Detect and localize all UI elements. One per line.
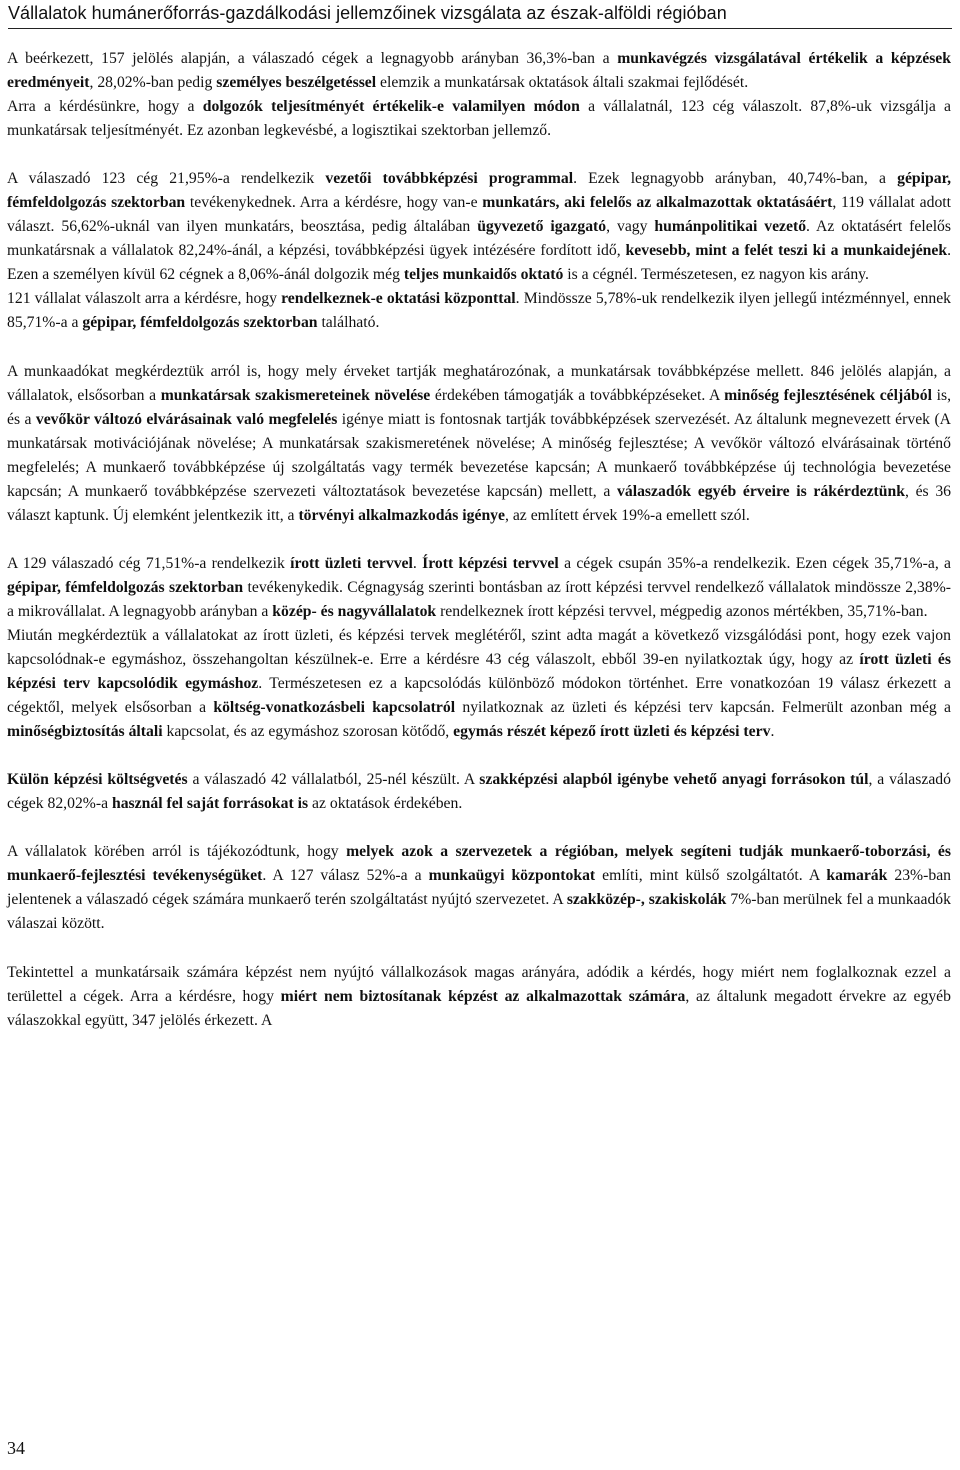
emphasis-text: humánpolitikai vezető [654,218,807,236]
emphasis-text: kevesebb, mint a felét teszi ki a munkaidejének [625,242,948,260]
emphasis-text: egymás részét képező írott üzleti és képzési terv [453,723,771,741]
paragraph-gap [7,816,951,840]
paragraph-gap [7,143,951,167]
paragraph-text: . A 127 válasz 52%-a a [262,867,429,885]
document-body [7,47,951,1033]
paragraph-text: nyilatkoznak az üzleti és képzési terv kapcsán. Felmerült azonban még a [455,699,951,717]
body-paragraph [7,768,951,816]
paragraph-text: kapcsolat, és az egymáshoz szorosan kötődő, [162,723,454,741]
paragraph-text: A munkaadókat megkérdeztük arról is, hogy mely érveket tartják meghatározónak, a munkatársak továbbképzése mellett. 846 jelölés alapján, a vállalatok, elsősorban a [7,362,951,404]
paragraph-text: , 28,02%-ban pedig [89,74,217,92]
emphasis-text: vezetői továbbképzési programmal [325,170,574,188]
emphasis-text: munkavégzés vizsgálatával értékelik a képzések eredményeit [7,50,951,92]
emphasis-text: válaszadók egyéb érveire is rákérdeztünk [617,482,905,500]
emphasis-text: törvényi alkalmazkodás igénye [298,506,505,524]
paragraph-text: rendelkeznek írott képzési tervvel, mégpedig azonos mértékben, 35,71%-ban. [436,602,928,620]
paragraph-text: , a válaszadó cégek 82,02%-a [7,771,951,813]
paragraph-text: 23%-ban jelentenek a válaszadó cégek számára munkaerő terén szolgáltatást nyújtó szervezetet. A [7,867,952,909]
paragraph-text: tevékenykednek. Arra a kérdésre, hogy van-e [185,194,483,212]
emphasis-text: rendelkeznek-e oktatási központtal [281,290,516,308]
emphasis-text: ügyvezető igazgató [477,218,607,236]
body-paragraph [7,287,951,335]
body-paragraph [7,552,951,624]
running-header: Vállalatok humánerőforrás-gazdálkodási jellemzőinek vizsgálata az észak-alföldi régióban [8,0,952,29]
body-paragraph [7,961,951,1033]
paragraph-text: , vagy [606,218,655,236]
emphasis-text: Írott képzési tervvel [422,554,559,572]
emphasis-text: munkatársak szakismereteinek növelése [160,386,431,404]
paragraph-gap [7,937,951,961]
paragraph-text: a válaszadó 42 vállalatból, 25-nél készült. A [187,771,480,789]
emphasis-text: minőségbiztosítás általi [7,723,163,741]
emphasis-text: gépipar, fémfeldolgozás szektorban [82,314,318,332]
emphasis-text: dolgozók teljesítményét értékelik-e valamilyen módon [202,98,580,116]
paragraph-text: Tekintettel a munkatársaik számára képzést nem nyújtó vállalkozások magas arányára, adódik a kérdés, hogy miért nem foglalkoznak ezzel a területtel a cégek. Arra a kérdésre, hogy [7,963,951,1005]
paragraph-text: a vállalatnál, 123 cég válaszolt. 87,8%-uk vizsgálja a munkatársak teljesítményét. Ez azonban legkevésbé, a logisztikai szektorban jellemző. [7,98,951,140]
emphasis-text: Külön képzési költségvetés [7,771,188,789]
paragraph-text: A beérkezett, 157 jelölés alapján, a válaszadó cégek a legnagyobb arányban 36,3%-ban a [7,50,618,67]
paragraph-gap [7,528,951,552]
emphasis-text: teljes munkaidős oktató [403,266,564,284]
paragraph-text: . Ezen a személyen kívül 62 cégnek a 8,06%-ánál dolgozik még [7,242,951,284]
paragraph-text: Arra a kérdésünkre, hogy a [7,98,203,116]
paragraph-text: . Mindössze 5,78%-uk rendelkezik ilyen jellegű intézménnyel, ennek 85,71%-a a [7,290,951,332]
emphasis-text: költség-vonatkozásbeli kapcsolatról [213,699,456,717]
paragraph-text: A vállalatok körében arról is tájékozódtunk, hogy [7,843,347,861]
emphasis-text: szakképzési alapból igénybe vehető anyagi forrásokon túl [479,771,869,789]
body-paragraph [7,167,951,287]
emphasis-text: szakközép-, szakiskolák [566,891,727,909]
emphasis-text: közép- és nagyvállalatok [272,602,437,620]
emphasis-text: kamarák [826,867,888,885]
paragraph-text: . Ezek legnagyobb arányban, 40,74%-ban, a [573,170,898,188]
emphasis-text: írott üzleti és képzési terv kapcsolódik egymáshoz [7,651,951,693]
paragraph-gap [7,744,951,768]
paragraph-text: érdekében támogatják a továbbképzéseket. A [430,386,725,404]
paragraph-text: A válaszadó 123 cég 21,95%-a rendelkezik [7,170,326,188]
paragraph-text: igénye miatt is fontosnak tartják továbbképzések szervezését. Az általunk megnevezett érvek (A munkatársak motivációjának növelése; A munkatársak szakismeretének növelése; A minőség fejlesztése; A vevőkör változó elvárásainak történő megfelelés; A munkaerő továbbképzése új szolgáltatás vagy termék bevezetése kapcsán; A munkaerő továbbképzése új technológia bevezetése kapcsán; A munkaerő továbbképzése szervezeti változtatások bevezetése kapcsán) mellett, a [7,410,951,500]
paragraph-text: , 119 vállalat adott választ. 56,62%-uknál van ilyen munkatárs, beosztása, pedig általában [7,194,952,236]
paragraph-gap [7,336,951,360]
paragraph-text: . [770,723,775,741]
body-paragraph [7,95,951,143]
paragraph-text: az oktatások érdekében. [308,795,463,813]
emphasis-text: írott üzleti tervvel [290,554,413,572]
emphasis-text: melyek azok a szervezetek a régióban, melyek segíteni tudják munkaerő-toborzási, és munkaerő-fejlesztési tevékenységüket [7,843,952,885]
paragraph-text: A 129 válaszadó cég 71,51%-a rendelkezik [7,554,291,572]
paragraph-text: , az említett érvek 19%-a emellett szól. [505,506,750,524]
body-paragraph [7,360,951,528]
emphasis-text: gépipar, fémfeldolgozás szektorban [7,170,952,212]
paragraph-text: , és 36 választ kaptunk. Új elemként jelentkezik itt, a [7,482,952,524]
paragraph-text: elemzik a munkatársak oktatások általi szakmai fejlődését. [376,74,749,92]
paragraph-text: . Természetesen ez a kapcsolódás különböző módokon történhet. Erre vonatkozóan 19 válasz érkezett a cégektől, melyek elsősorban a [7,675,951,717]
emphasis-text: minőség fejlesztésének céljából [724,386,932,404]
paragraph-text: . [412,554,423,572]
emphasis-text: miért nem biztosítanak képzést az alkalmazottak számára [280,987,686,1005]
paragraph-text: , az általunk megadott érvekre az egyéb válaszokkal együtt, 347 jelölés érkezett. A [7,987,951,1029]
body-paragraph [7,624,951,744]
paragraph-text: említi, mint külső szolgáltatót. A [595,867,827,885]
paragraph-text: is a cégnél. Természetesen, ez nagyon kis arány. [563,266,869,284]
emphasis-text: személyes beszélgetéssel [216,74,377,92]
emphasis-text: vevőkör változó elvárásainak való megfelelés [35,410,338,428]
paragraph-text: 7%-ban merülnek fel a munkaadók válaszai között. [7,891,951,933]
emphasis-text: munkaügyi központokat [428,867,596,885]
emphasis-text: használ fel saját forrásokat is [111,795,309,813]
body-paragraph [7,840,951,936]
body-paragraph [7,47,951,95]
emphasis-text: munkatárs, aki felelős az alkalmazottak oktatásáért [482,194,833,212]
paragraph-text: is, és a [7,386,952,428]
emphasis-text: gépipar, fémfeldolgozás szektorban [7,578,244,596]
paragraph-text: a cégek csupán 35%-a rendelkezik. Ezen cégek 35,71%-a, a [558,554,952,572]
paragraph-text: Miután megkérdeztük a vállalatokat az írott üzleti, és képzési tervek meglétéről, szint adta magát a következő vizsgálódási pont, hogy ezek vajon kapcsolódnak-e egymáshoz, összehangoltan készülnek-e. Erre a kérdésre 43 cég válaszolt, ebből 39-en nyilatkoztak úgy, hogy az [7,626,951,669]
paragraph-text: . Az oktatásért felelős munkatársnak a vállalatok 82,24%-ánál, a képzési, továbbképzési ügyek intézésére fordított idő, [7,218,951,260]
page-number: 34 [7,1438,25,1458]
paragraph-text: található. [317,314,380,332]
paragraph-text: 121 vállalat válaszolt arra a kérdésre, hogy [7,290,282,308]
paragraph-text: tevékenykedik. Cégnagyság szerinti bontásban az írott képzési tervvel rendelkező vállalatok mindössze 2,38%-a mikrovállalat. A legnagyobb arányban a [7,578,952,620]
